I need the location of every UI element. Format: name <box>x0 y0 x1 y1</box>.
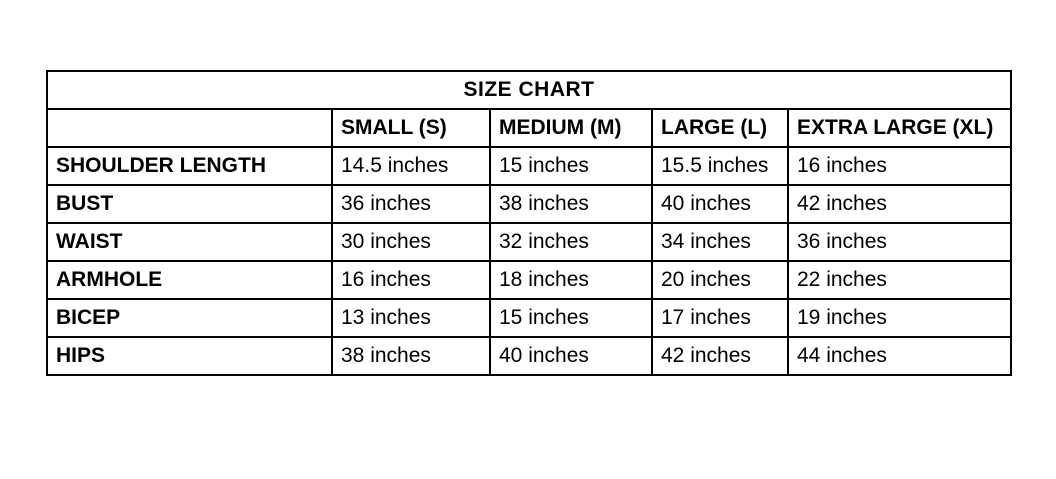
cell-bust-medium: 38 inches <box>490 185 652 223</box>
table-row <box>47 337 1011 375</box>
cell-bust-extra-large: 42 inches <box>788 185 1011 223</box>
cell-hips-small: 38 inches <box>332 337 490 375</box>
cell-shoulder-length-large: 15.5 inches <box>652 147 788 185</box>
cell-armhole-extra-large: 22 inches <box>788 261 1011 299</box>
table-row <box>47 299 1011 337</box>
cell-bust-large: 40 inches <box>652 185 788 223</box>
column-header-extra-large: EXTRA LARGE (XL) <box>788 109 1011 147</box>
table-title-row <box>47 71 1011 109</box>
row-label-bicep: BICEP <box>47 299 332 337</box>
cell-waist-small: 30 inches <box>332 223 490 261</box>
cell-waist-medium: 32 inches <box>490 223 652 261</box>
table-row <box>47 185 1011 223</box>
table-row <box>47 223 1011 261</box>
cell-bust-small: 36 inches <box>332 185 490 223</box>
row-label-armhole: ARMHOLE <box>47 261 332 299</box>
cell-waist-large: 34 inches <box>652 223 788 261</box>
cell-bicep-medium: 15 inches <box>490 299 652 337</box>
column-header-small: SMALL (S) <box>332 109 490 147</box>
size-chart-container <box>46 70 1010 376</box>
cell-hips-large: 42 inches <box>652 337 788 375</box>
table-corner-cell <box>47 109 332 147</box>
cell-armhole-large: 20 inches <box>652 261 788 299</box>
row-label-shoulder-length: SHOULDER LENGTH <box>47 147 332 185</box>
page-title: SIZE CHART <box>47 71 1011 109</box>
cell-waist-extra-large: 36 inches <box>788 223 1011 261</box>
cell-hips-extra-large: 44 inches <box>788 337 1011 375</box>
column-header-large: LARGE (L) <box>652 109 788 147</box>
column-header-medium: MEDIUM (M) <box>490 109 652 147</box>
cell-armhole-small: 16 inches <box>332 261 490 299</box>
row-label-hips: HIPS <box>47 337 332 375</box>
cell-bicep-extra-large: 19 inches <box>788 299 1011 337</box>
cell-bicep-large: 17 inches <box>652 299 788 337</box>
cell-bicep-small: 13 inches <box>332 299 490 337</box>
cell-armhole-medium: 18 inches <box>490 261 652 299</box>
cell-shoulder-length-medium: 15 inches <box>490 147 652 185</box>
table-row <box>47 261 1011 299</box>
row-label-bust: BUST <box>47 185 332 223</box>
size-chart-table <box>46 70 1012 376</box>
cell-hips-medium: 40 inches <box>490 337 652 375</box>
cell-shoulder-length-small: 14.5 inches <box>332 147 490 185</box>
row-label-waist: WAIST <box>47 223 332 261</box>
cell-shoulder-length-extra-large: 16 inches <box>788 147 1011 185</box>
table-header-row <box>47 109 1011 147</box>
table-row <box>47 147 1011 185</box>
